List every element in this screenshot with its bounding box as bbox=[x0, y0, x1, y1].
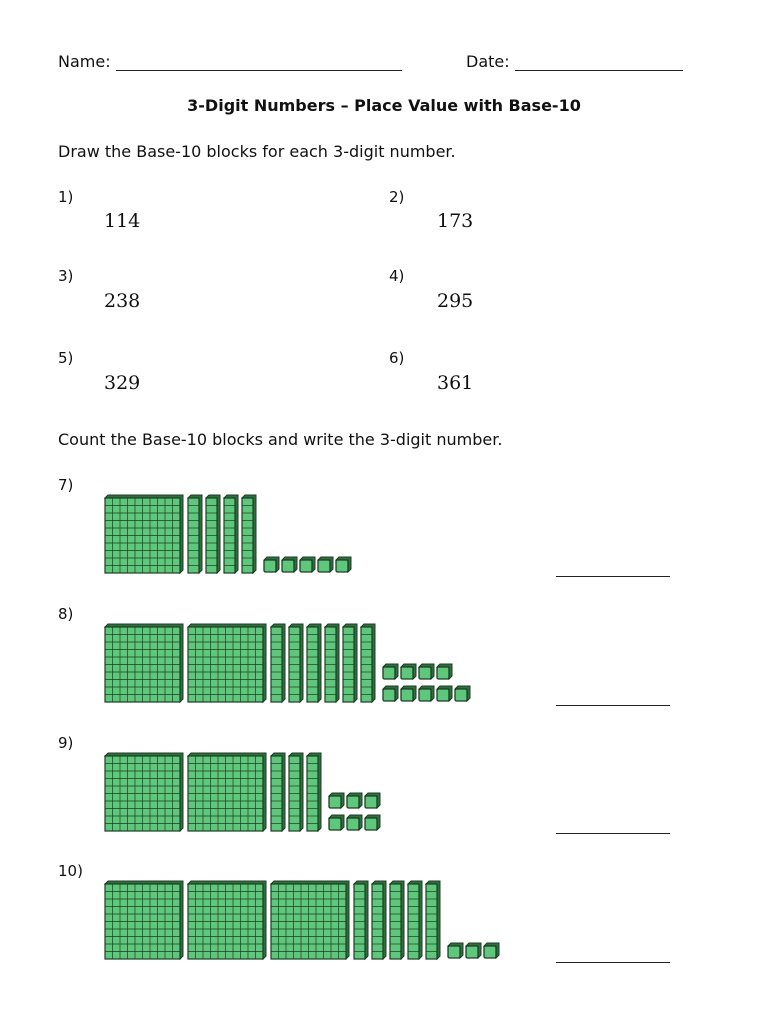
hundred-flat bbox=[188, 881, 266, 959]
ten-rod bbox=[426, 881, 440, 959]
problem-3-label: 3) bbox=[58, 267, 74, 285]
problem-2-number: 173 bbox=[437, 210, 474, 232]
problem-8-label: 8) bbox=[58, 605, 74, 623]
hundred-flat bbox=[105, 881, 183, 959]
problem-5-label: 5) bbox=[58, 349, 74, 367]
problem-4-label: 4) bbox=[389, 267, 405, 285]
unit-cube bbox=[448, 943, 463, 958]
problem-2-label: 2) bbox=[389, 188, 405, 206]
problem-6-number: 361 bbox=[437, 372, 474, 394]
ten-rod bbox=[372, 881, 386, 959]
draw-instructions: Draw the Base-10 blocks for each 3-digit number. bbox=[58, 142, 456, 161]
name-label: Name: bbox=[58, 52, 111, 71]
ten-rod bbox=[354, 881, 368, 959]
problem-7-label: 7) bbox=[58, 476, 74, 494]
count-instructions: Count the Base-10 blocks and write the 3-digit number. bbox=[58, 430, 503, 449]
unit-cube bbox=[466, 943, 481, 958]
worksheet-title: 3-Digit Numbers – Place Value with Base-10 bbox=[187, 96, 581, 115]
problem-5-number: 329 bbox=[104, 372, 141, 394]
problem-10-label: 10) bbox=[58, 862, 83, 880]
date-label: Date: bbox=[466, 52, 510, 71]
unit-cube bbox=[484, 943, 499, 958]
problem-6-label: 6) bbox=[389, 349, 405, 367]
problem-1-number: 114 bbox=[104, 210, 141, 232]
ten-rod bbox=[408, 881, 422, 959]
problem-4-number: 295 bbox=[437, 290, 474, 312]
hundred-flat bbox=[271, 881, 349, 959]
ten-rod bbox=[390, 881, 404, 959]
problem-3-number: 238 bbox=[104, 290, 141, 312]
problem-1-label: 1) bbox=[58, 188, 74, 206]
problem-9-label: 9) bbox=[58, 734, 74, 752]
problem-10-answer-line[interactable] bbox=[556, 961, 670, 963]
